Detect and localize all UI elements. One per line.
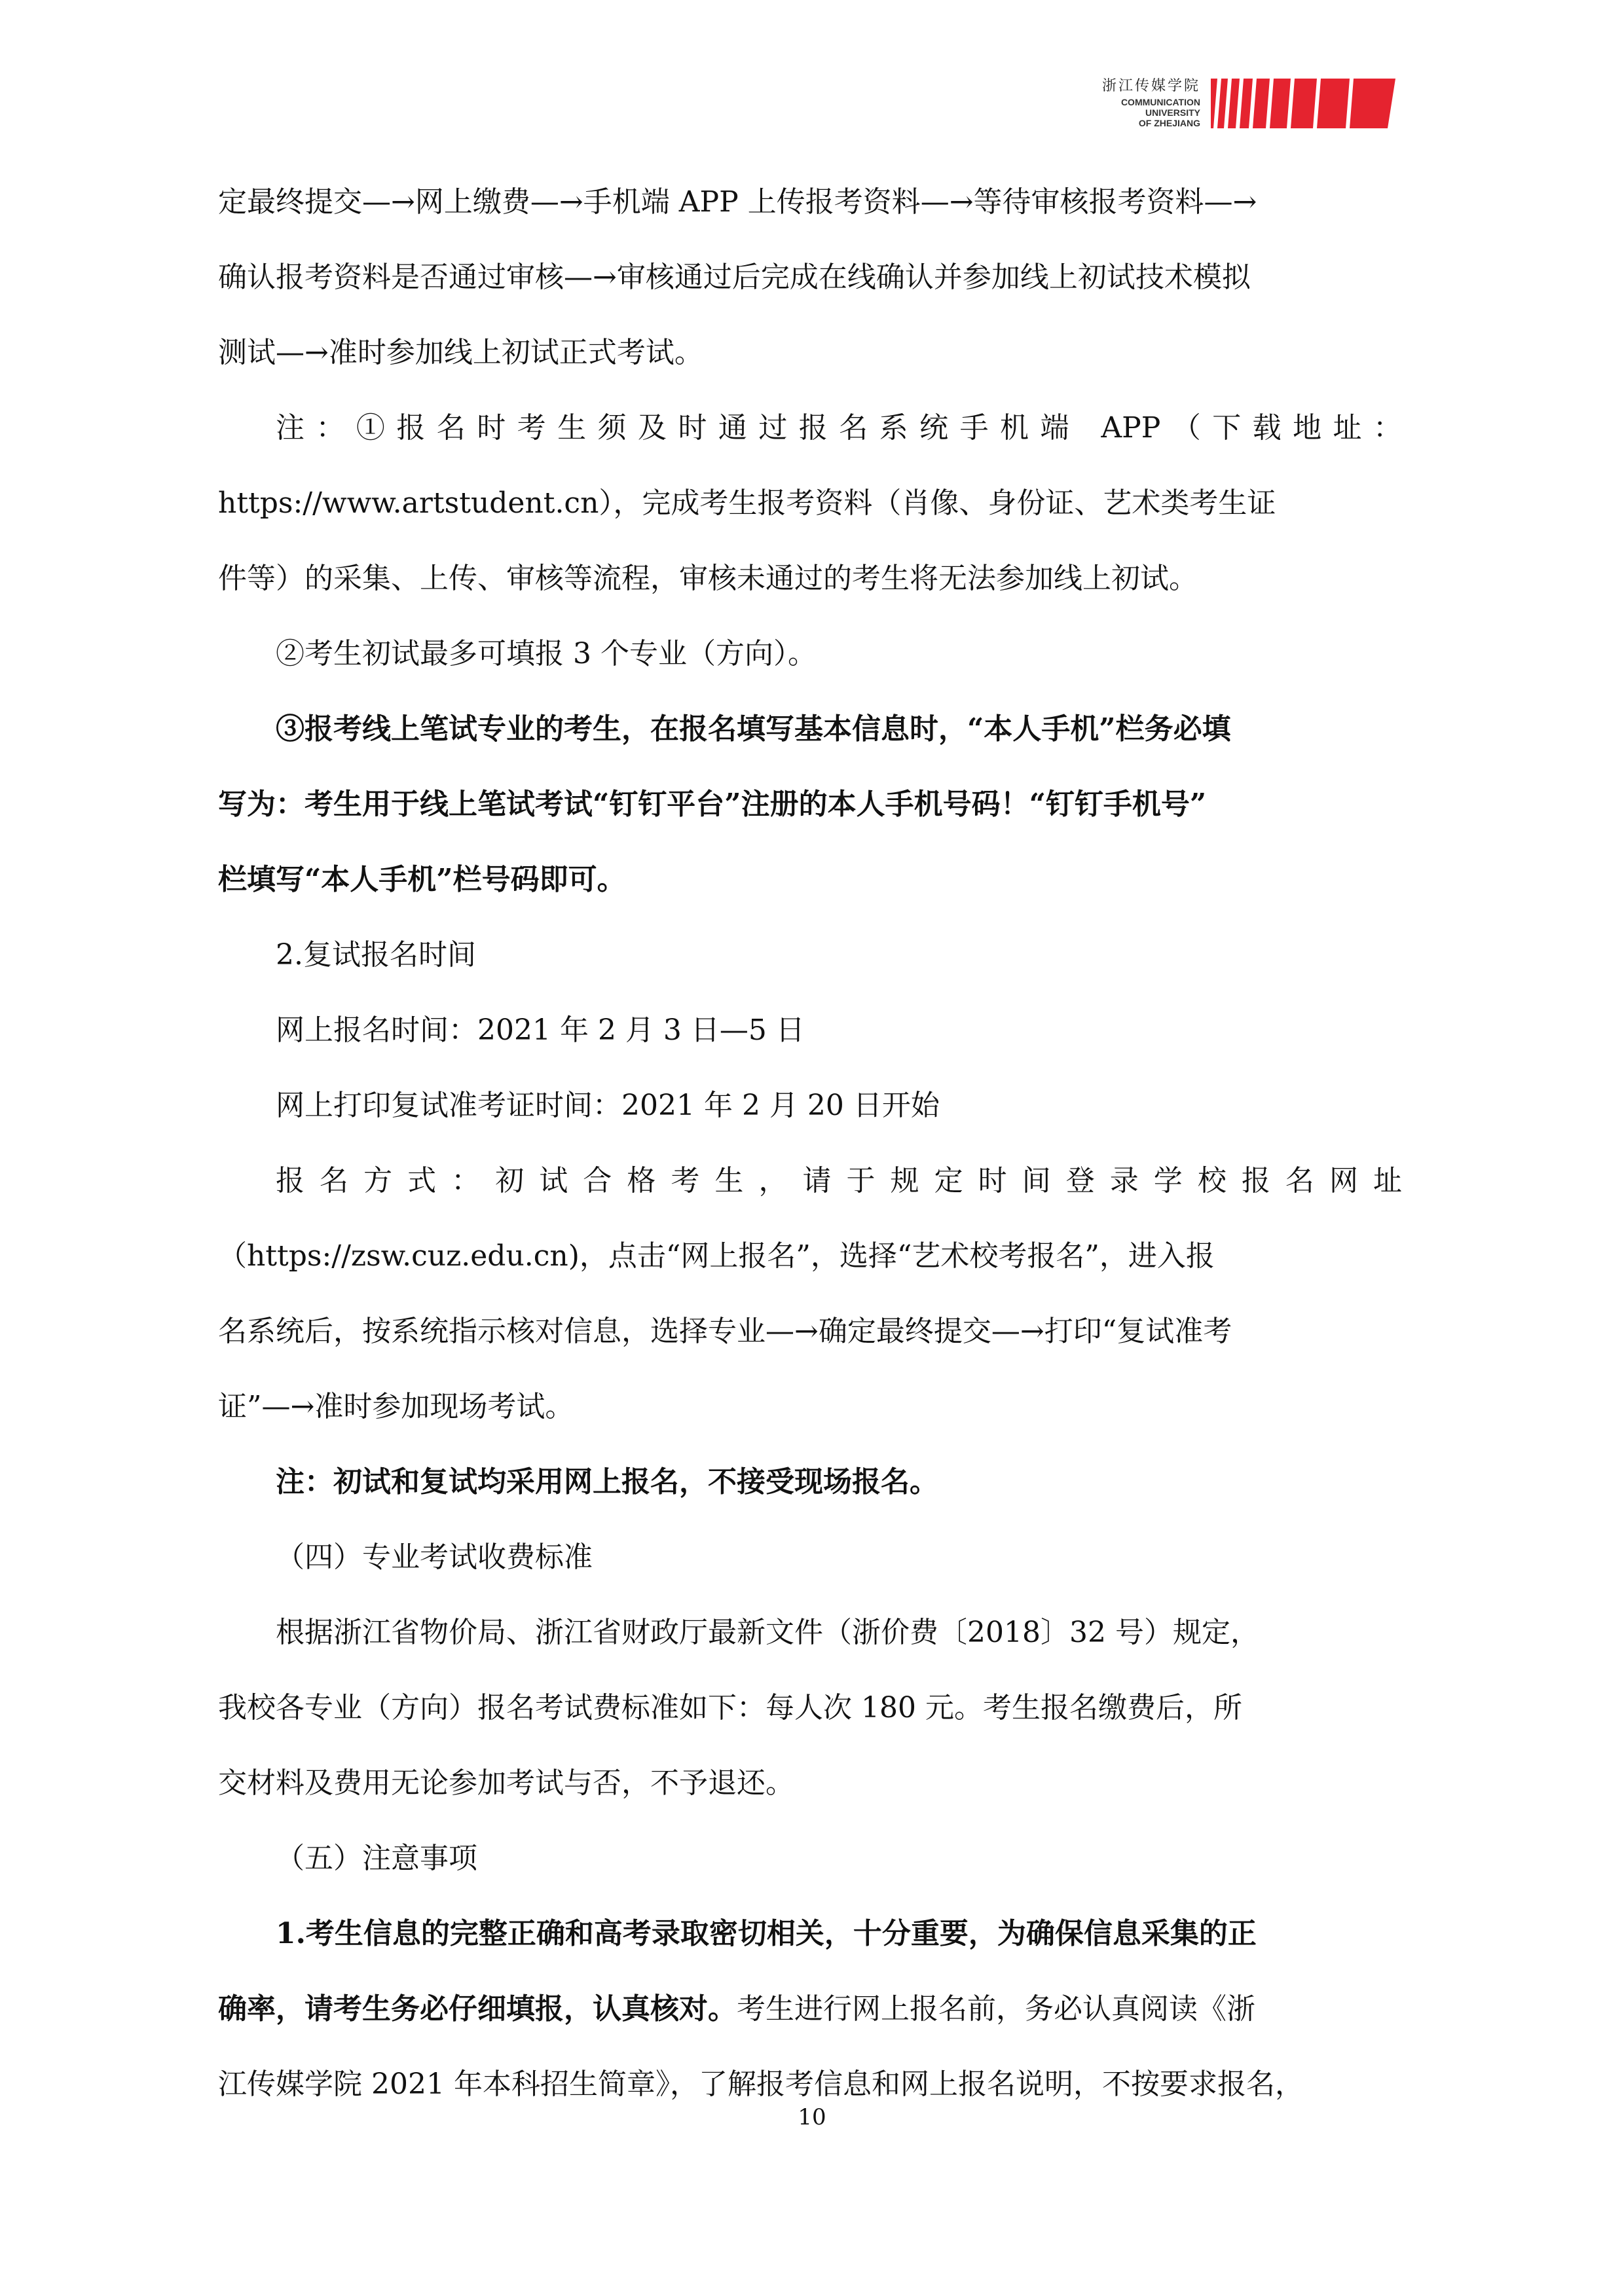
logo-english-line: COMMUNICATION <box>1120 97 1200 107</box>
text-line: 网上打印复试准考证时间：2021 年 2 月 20 日开始 <box>276 1089 940 1122</box>
text-line: 名系统后，按系统指示核对信息，选择专业—→确定最终提交—→打印“复试准考 <box>218 1315 1232 1348</box>
text-line: ②考生初试最多可填报 3 个专业（方向）。 <box>276 637 817 670</box>
text-span-bold: 确率，请考生务必仔细填报，认真核对。 <box>218 1992 737 2026</box>
text-line-mixed <box>218 1971 1402 2047</box>
url-line: https://www.artstudent.cn），完成考生报考资料（肖像、身份证、艺术类考生证 <box>218 486 1276 520</box>
text-line-bold: ③报考线上笔试专业的考生，在报名填写基本信息时，“本人手机”栏务必填 <box>276 712 1231 746</box>
note-line: 注：①报名时考生须及时通过报名系统手机端 APP（下载地址： <box>276 411 1402 445</box>
university-logo <box>1102 71 1397 143</box>
section-heading: 2.复试报名时间 <box>276 938 476 972</box>
text-line: 网上报名时间：2021 年 2 月 3 日—5 日 <box>276 1013 805 1047</box>
text-line: 测试—→准时参加线上初试正式考试。 <box>218 336 703 369</box>
document-body <box>218 164 1402 2122</box>
text-line: 定最终提交—→网上缴费—→手机端 APP 上传报考资料—→等待审核报考资料—→ <box>218 185 1257 219</box>
text-line-bold: 注：初试和复试均采用网上报名，不接受现场报名。 <box>276 1465 938 1499</box>
text-line: 我校各专业（方向）报名考试费标准如下：每人次 180 元。考生报名缴费后，所 <box>218 1691 1242 1724</box>
logo-english-name <box>1102 97 1200 128</box>
text-line-bold: 栏填写“本人手机”栏号码即可。 <box>218 863 626 896</box>
text-line: 报名方式：初试合格考生，请于规定时间登录学校报名网址 <box>276 1164 1402 1197</box>
text-line: 交材料及费用无论参加考试与否，不予退还。 <box>218 1766 794 1800</box>
text-span: 考生进行网上报名前，务必认真阅读《浙 <box>737 1992 1255 2026</box>
logo-chinese-name: 浙江传媒学院 <box>1102 78 1201 94</box>
text-line: 根据浙江省物价局、浙江省财政厅最新文件（浙价费〔2018〕32 号）规定， <box>276 1616 1259 1649</box>
text-line-bold: 1.考生信息的完整正确和高考录取密切相关，十分重要，为确保信息采集的正 <box>276 1917 1257 1950</box>
logo-english-line: OF ZHEJIANG <box>1138 118 1200 128</box>
logo-english-line: UNIVERSITY <box>1145 107 1200 118</box>
text-line-bold: 写为：考生用于线上笔试考试“钉钉平台”注册的本人手机号码！“钉钉手机号” <box>218 788 1207 821</box>
url-line: （https://zsw.cuz.edu.cn)，点击“网上报名”，选择“艺术校考报名”，进入报 <box>218 1239 1215 1273</box>
section-heading: （五）注意事项 <box>276 1842 477 1875</box>
text-line: 江传媒学院 2021 年本科招生简章》，了解报考信息和网上报名说明，不按要求报名， <box>218 2068 1304 2101</box>
logo-stripes-icon <box>1206 71 1395 136</box>
section-heading: （四）专业考试收费标准 <box>276 1540 593 1574</box>
text-line: 件等）的采集、上传、审核等流程，审核未通过的考生将无法参加线上初试。 <box>218 562 1198 595</box>
page-number: 10 <box>798 2104 826 2130</box>
text-line: 证”—→准时参加现场考试。 <box>218 1390 574 1423</box>
text-line: 确认报考资料是否通过审核—→审核通过后完成在线确认并参加线上初试技术模拟 <box>218 261 1251 294</box>
